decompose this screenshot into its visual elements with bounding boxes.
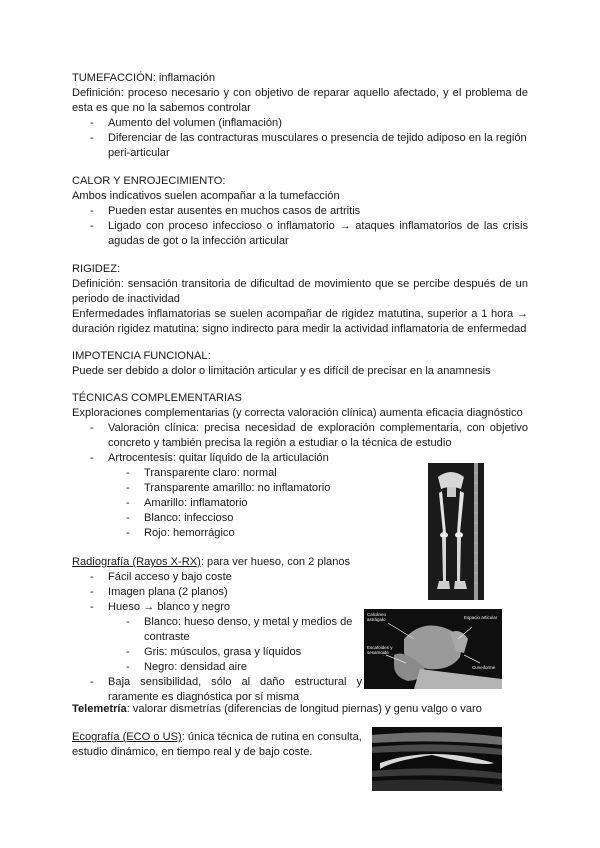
list-item: - Imagen plana (2 planos) [108, 585, 362, 600]
list-item: - Diferenciar de las contracturas musculares o presencia de tejido adiposo en la región peri-articular [108, 131, 528, 161]
heading-rigidez: RIGIDEZ: [72, 263, 121, 275]
section-rigidez [72, 262, 528, 337]
legs-xray-drawing [428, 463, 484, 600]
text-impotencia: Puede ser debido a dolor o limitación articular y es difícil de precisar en la anamnesis [72, 365, 491, 377]
radiografia-line [72, 555, 362, 570]
ecografia-line [72, 730, 368, 760]
heading-tecnicas: TÉCNICAS COMPLEMENTARIAS [72, 392, 242, 404]
list-item: - Transparente claro: normal [144, 466, 412, 481]
list-item: - Negro: densidad aire [144, 660, 362, 675]
ecografia-rest: : única técnica de rutina en consulta, estudio dinámico, en tiempo real y de bajo coste. [72, 731, 362, 758]
foot-xray-image [364, 609, 502, 689]
radiografia-title: Radiografía (Rayos X-RX) [72, 556, 201, 568]
heading-impotencia: IMPOTENCIA FUNCIONAL: [72, 350, 211, 362]
definition-tumefaccion: Definición: proceso necesario y con objetivo de reparar aquello afectado, y el problema de esta es que no la sabemos controlar [72, 87, 528, 114]
list-item: - Valoración clínica: precisa necesidad de exploración complementaria, con objetivo concreto y también precisa la región a estudiar o la técnica de estudio [108, 421, 528, 451]
radiografia-rest: : para ver hueso, con 2 planos [200, 556, 351, 568]
list-tecnicas [72, 421, 528, 466]
list-item: - Gris: músculos, grasa y líquidos [144, 645, 362, 660]
list-item: - Amarillo: inflamatorio [144, 496, 412, 511]
telemetria-title: Telemetría [72, 703, 127, 715]
section-ecografia [72, 730, 368, 760]
ecografia-title: Ecografía (ECO o US) [72, 731, 182, 743]
list-radiografia-sub [72, 615, 362, 675]
list-tumefaccion [72, 116, 528, 161]
telemetria-line [72, 702, 528, 717]
section-radiografia [72, 555, 362, 705]
list-radiografia-last [72, 675, 362, 705]
telemetria-rest: : valorar dismetrías (diferencias de longitud piernas) y genu valgo o varo [126, 703, 482, 715]
extra-rigidez: Enfermedades inflamatorias se suelen acompañar de rigidez matutina, superior a 1 hora → duración rigidez matutina: signo indirecto para medir la actividad inflamatoria de enfermedad [72, 308, 528, 335]
definition-rigidez: Definición: sensación transitoria de dificultad de movimiento que se percibe después de un periodo de inactividad [72, 278, 528, 305]
ultrasound-image [372, 727, 502, 791]
section-tumefaccion [72, 71, 528, 161]
list-item: - Aumento del volumen (inflamación) [108, 116, 528, 131]
section-telemetria [72, 702, 528, 717]
list-item: - Fácil acceso y bajo coste [108, 570, 362, 585]
list-item: - Rojo: hemorrágico [144, 526, 412, 541]
heading-calor: CALOR Y ENROJECIMIENTO: [72, 175, 226, 187]
intro-calor: Ambos indicativos suelen acompañar a la tumefacción [72, 190, 340, 202]
xray-label-right: Cuneiforme [472, 665, 496, 670]
section-impotencia [72, 349, 528, 379]
list-calor [72, 204, 528, 249]
list-item: - Baja sensibilidad, sólo al daño estructural y raramente es diagnóstica por sí misma [108, 675, 362, 705]
list-item: - Ligado con proceso infeccioso o inflamatorio → ataques inflamatorios de las crisis agudas de got o la infección articular [108, 219, 528, 249]
ultrasound-drawing [372, 727, 502, 791]
list-item: - Pueden estar ausentes en muchos casos de artritis [108, 204, 528, 219]
list-radiografia [72, 570, 362, 615]
list-item: - Hueso → blanco y negro [108, 600, 362, 615]
telemetry-xray-image [428, 463, 484, 600]
list-item: - Artrocentesis: quitar líquido de la articulación [108, 451, 528, 466]
xray-label-top-right: Espacio articular [464, 615, 498, 620]
section-calor [72, 174, 528, 249]
xray-label-top-left: Calcáneo astrágalo [367, 612, 387, 622]
list-item: - Transparente amarillo: no inflamatorio [144, 481, 412, 496]
list-item: - Blanco: hueso denso, y metal y medios de contraste [144, 615, 362, 645]
intro-tecnicas: Exploraciones complementarias (y correcta valoración clínica) aumenta eficacia diagnóstico [72, 407, 523, 419]
list-item: - Blanco: infeccioso [144, 511, 412, 526]
xray-label-left: Escafoides y sesamoide [367, 645, 393, 655]
heading-tumefaccion: TUMEFACCIÓN: inflamación [72, 72, 216, 84]
list-liquidos [72, 466, 412, 541]
